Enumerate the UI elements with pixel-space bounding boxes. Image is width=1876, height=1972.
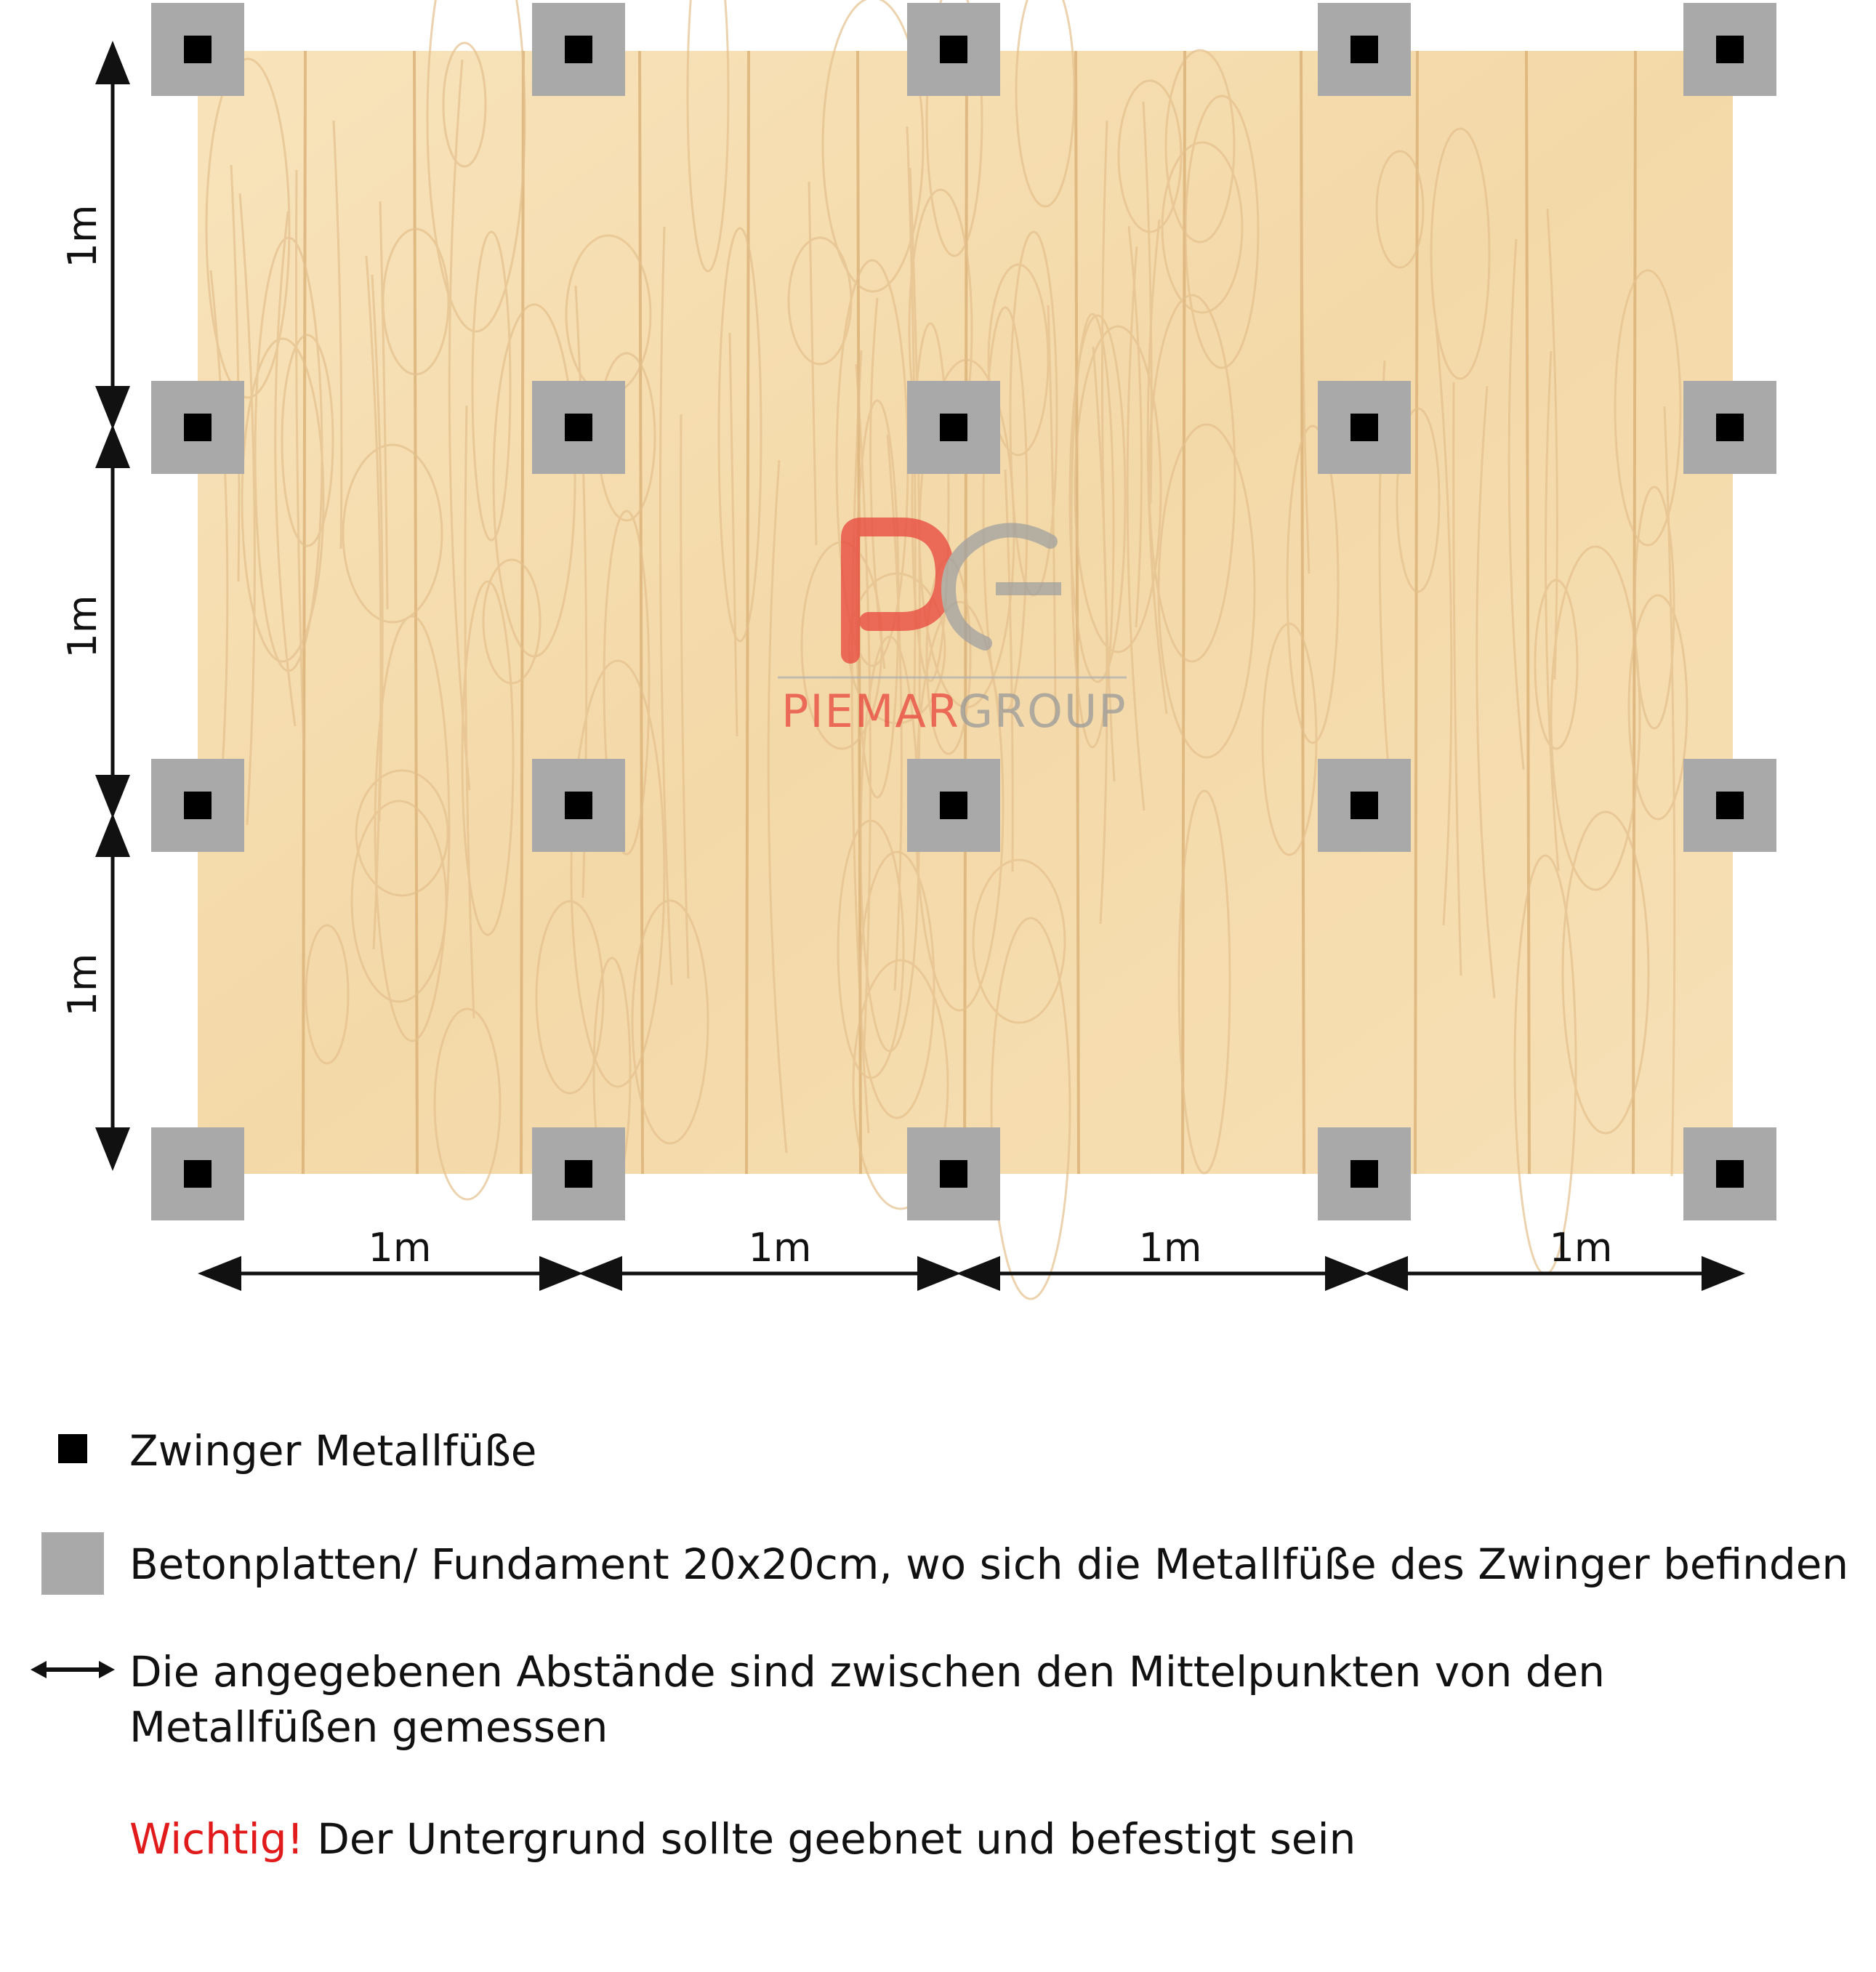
metal-foot: [1716, 1160, 1744, 1188]
horizontal-label-4: 1m: [1549, 1225, 1613, 1271]
legend-feet-text: Zwinger Metallfüße: [129, 1426, 537, 1476]
horizontal-label-2: 1m: [748, 1225, 812, 1271]
vertical-label-1: 1m: [60, 204, 105, 268]
vertical-label-3: 1m: [60, 953, 105, 1017]
vertical-label-2: 1m: [60, 595, 105, 659]
horizontal-label-3: 1m: [1138, 1225, 1202, 1271]
legend-distance-text: Die angegebenen Abstände sind zwischen den Mittelpunkten von den Metallfüßen gemessen: [129, 1647, 1606, 1752]
metal-foot: [1350, 792, 1378, 819]
metal-foot: [184, 1160, 212, 1188]
metal-foot: [940, 414, 967, 441]
metal-foot: [565, 1160, 592, 1188]
metal-foot: [184, 414, 212, 441]
legend-row-feet: [22, 1423, 1859, 1478]
watermark-brand-right: GROUP: [958, 685, 1127, 738]
metal-foot: [1350, 414, 1378, 441]
legend-slabs-text: Betonplatten/ Fundament 20x20cm, wo sich die Metallfüße des Zwinger befinden: [129, 1540, 1849, 1589]
metal-foot: [184, 36, 212, 63]
legend-row-important: [22, 1811, 1859, 1867]
important-label: Wichtig!: [129, 1814, 304, 1864]
double-arrow-icon: [29, 1655, 116, 1684]
metal-foot: [1716, 792, 1744, 819]
metal-foot: [1716, 414, 1744, 441]
metal-foot: [565, 792, 592, 819]
wooden-floor: [198, 0, 1733, 1299]
legend-row-distance: [22, 1644, 1728, 1755]
horizontal-dimensions: [202, 1225, 1741, 1273]
metal-foot: [940, 1160, 967, 1188]
metal-foot: [1350, 1160, 1378, 1188]
gray-square-icon: [41, 1532, 104, 1595]
important-text: Der Untergrund sollte geebnet und befestigt sein: [303, 1814, 1356, 1864]
metal-foot: [940, 36, 967, 63]
metal-foot: [1716, 36, 1744, 63]
vertical-dimensions: [60, 45, 113, 1167]
legend-row-slabs: [22, 1532, 1859, 1595]
legend-important: [129, 1811, 1859, 1867]
horizontal-label-1: 1m: [368, 1225, 432, 1271]
metal-foot: [565, 414, 592, 441]
metal-foot: [565, 36, 592, 63]
metal-foot: [940, 792, 967, 819]
black-square-icon: [58, 1434, 87, 1463]
metal-foot: [1350, 36, 1378, 63]
watermark-brand-left: PIEMAR: [781, 685, 960, 738]
metal-foot: [184, 792, 212, 819]
